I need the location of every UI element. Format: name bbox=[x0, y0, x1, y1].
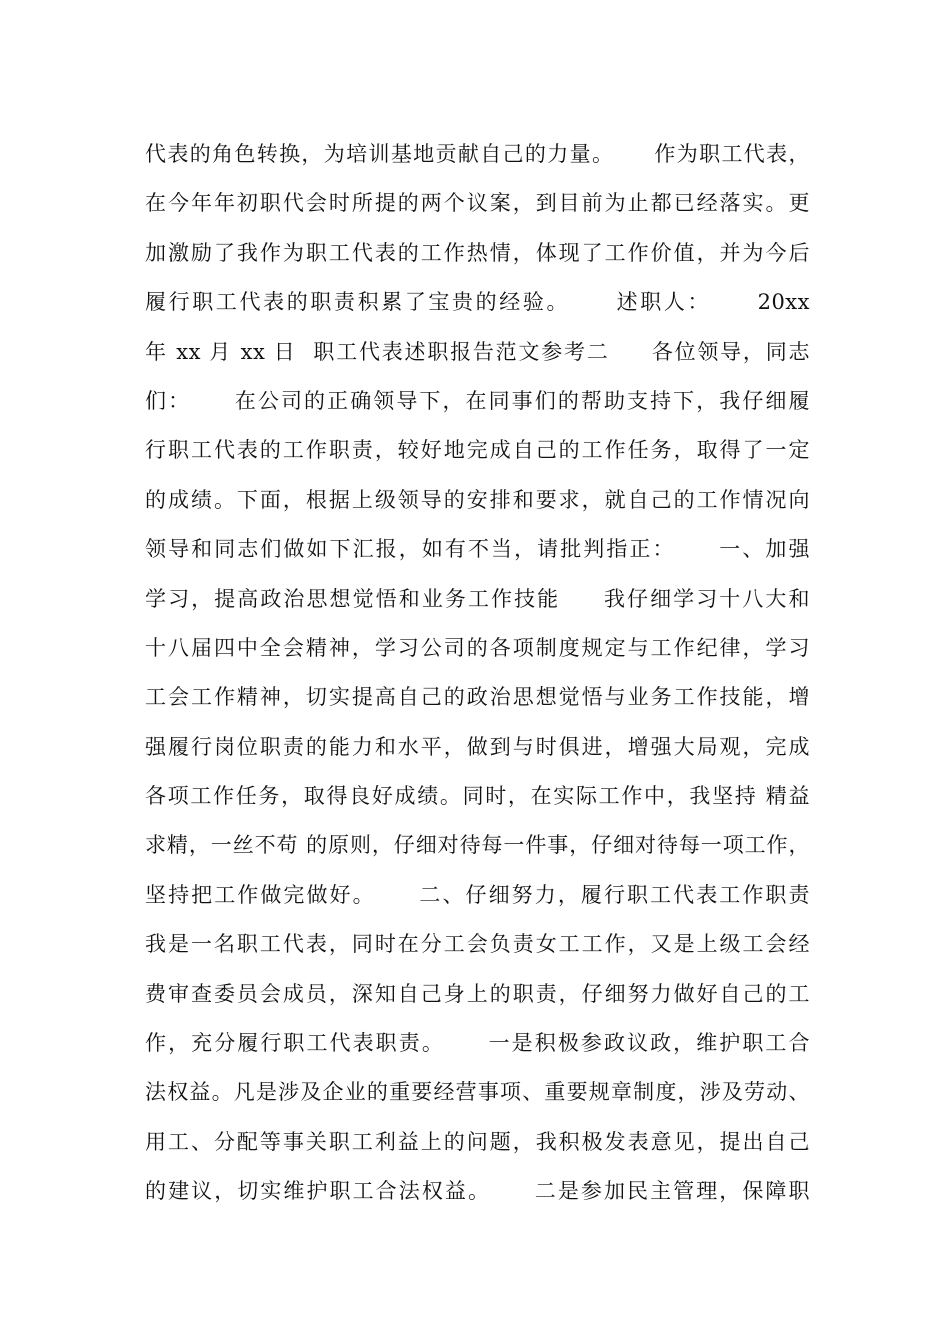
text-line: 十八届四中全会精神，学习公司的各项制度规定与工作纪律，学习 bbox=[145, 635, 810, 660]
text-line: 加激励了我作为职工代表的工作热情，体现了工作价值，并为今后 bbox=[145, 240, 810, 265]
text-line: 工会工作精神，切实提高自己的政治思想觉悟与业务工作技能，增 bbox=[145, 685, 810, 710]
text-line: 在今年年初职代会时所提的两个议案，到目前为止都已经落实。更 bbox=[145, 191, 810, 216]
text-line: 们： 在公司的正确领导下，在同事们的帮助支持下，我仔细履 bbox=[145, 388, 810, 413]
text-line: 强履行岗位职责的能力和水平，做到与时俱进，增强大局观，完成 bbox=[145, 734, 810, 759]
text-line: 作，充分履行职工代表职责。 一是积极参政议政，维护职工合 bbox=[145, 1031, 810, 1056]
body-text bbox=[145, 130, 810, 1217]
text-line: 行职工代表的工作职责，较好地完成自己的工作任务，取得了一定 bbox=[145, 438, 810, 463]
text-line: 的建议，切实维护职工合法权益。 二是参加民主管理，保障职 bbox=[145, 1179, 810, 1204]
text-line: 各项工作任务，取得良好成绩。同时，在实际工作中，我坚持 精益 bbox=[145, 784, 810, 809]
text-line: 用工、分配等事关职工利益上的问题，我积极发表意见，提出自己 bbox=[145, 1129, 810, 1154]
text-line: 坚持把工作做完做好。 二、仔细努力，履行职工代表工作职责 bbox=[145, 882, 810, 907]
text-line: 法权益。凡是涉及企业的重要经营事项、重要规章制度，涉及劳动、 bbox=[145, 1080, 810, 1105]
text-line: 领导和同志们做如下汇报，如有不当，请批判指正： 一、加强 bbox=[145, 537, 810, 562]
text-line: 求精，一丝不苟 的原则，仔细对待每一件事，仔细对待每一项工作， bbox=[145, 833, 810, 858]
text-line: 费审查委员会成员，深知自己身上的职责，仔细努力做好自己的工 bbox=[145, 981, 810, 1006]
text-line: 学习，提高政治思想觉悟和业务工作技能 我仔细学习十八大和 bbox=[145, 586, 810, 611]
text-line: 代表的角色转换，为培训基地贡献自己的力量。 作为职工代表， bbox=[145, 142, 810, 166]
text-line: 年 xx 月 xx 日 职工代表述职报告范文参考二 各位领导，同志 bbox=[145, 339, 810, 364]
text-line: 履行职工代表的职责积累了宝贵的经验。 述职人： 20xx bbox=[145, 290, 810, 315]
text-line: 我是一名职工代表，同时在分工会负责女工工作，又是上级工会经 bbox=[145, 932, 810, 957]
text-line: 的成绩。下面，根据上级领导的安排和要求，就自己的工作情况向 bbox=[145, 487, 810, 512]
